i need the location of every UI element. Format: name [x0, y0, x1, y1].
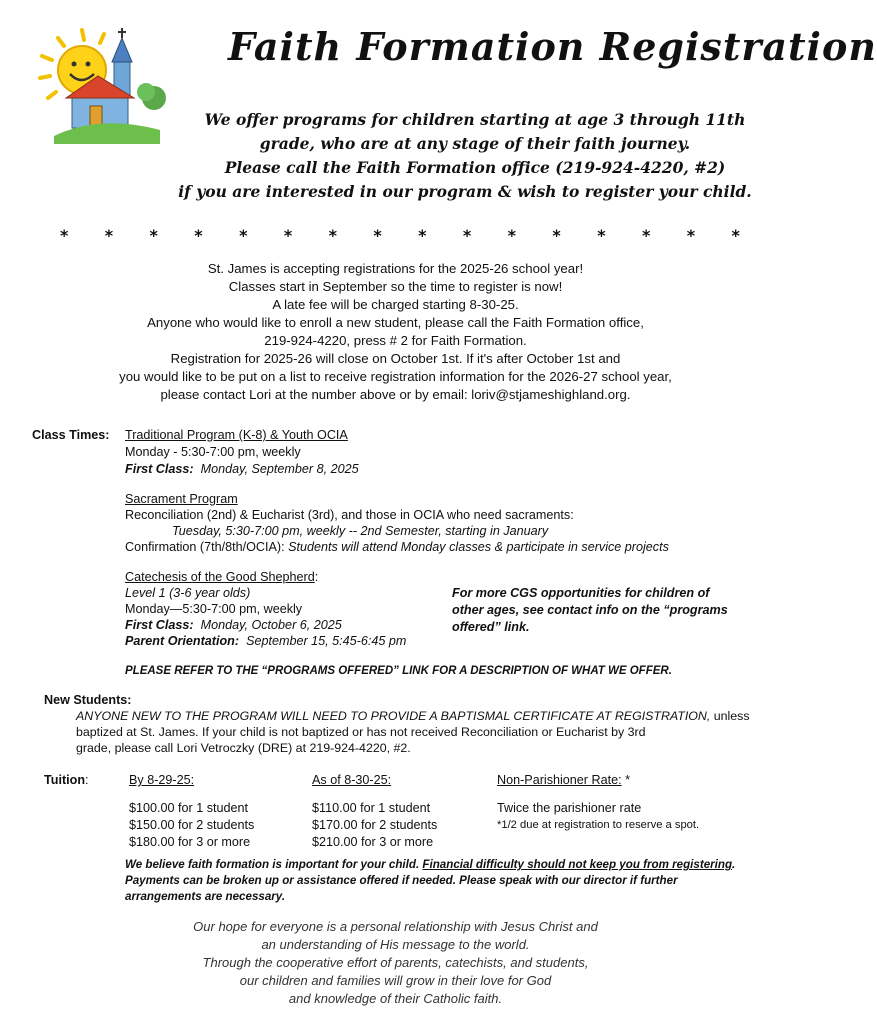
divider-star: * [194, 226, 203, 245]
financial-emphasis: Financial difficulty should not keep you from registering [422, 858, 733, 871]
tuition-footnote: *1/2 due at registration to reserve a spot. [497, 819, 700, 831]
mission-line: Through the cooperative effort of parents, catechists, and students, [202, 955, 589, 970]
cgs-side-note [452, 585, 728, 636]
cgs-first-class [125, 617, 342, 634]
tuition-rate: $180.00 for 3 or more [129, 835, 251, 849]
tuition-rate: $170.00 for 2 students [312, 818, 438, 832]
divider-star: * [552, 226, 561, 245]
financial-text: We believe faith formation is important for your child. [125, 858, 423, 871]
divider-star: * [239, 226, 248, 245]
divider-star: * [686, 226, 696, 245]
tuition-label: Tuition [44, 773, 86, 787]
intro-line: Please call the Faith Formation office (219-924-4220, #2) [224, 158, 726, 177]
traditional-schedule: Monday - 5:30-7:00 pm, weekly [125, 445, 301, 459]
side-note-line: other ages, see contact info on the “programs [452, 603, 728, 617]
divider-star: * [731, 226, 740, 245]
intro-line: grade, who are at any stage of their faith journey. [259, 134, 691, 153]
divider-star: * [149, 226, 158, 245]
tuition-rate: Twice the parishioner rate [497, 801, 642, 815]
first-class-label: First Class: [125, 462, 194, 476]
confirmation-label: Confirmation (7th/8th/OCIA): [125, 540, 289, 554]
sacrament-schedule: Tuesday, 5:30-7:00 pm, weekly -- 2nd Semester, starting in January [172, 524, 549, 538]
cgs-heading: Catechesis of the Good Shepherd [125, 570, 315, 584]
financial-line: arrangements are necessary. [125, 890, 286, 903]
mission-line: an understanding of His message to the world. [261, 937, 530, 952]
divider-star: * [462, 226, 472, 245]
cgs-heading-line [125, 569, 318, 586]
divider-star: * [373, 226, 382, 245]
first-class-date: Monday, October 6, 2025 [200, 618, 342, 632]
announcement-line: you would like to be put on a list to receive registration information for the 2026-27 school year, [119, 369, 672, 384]
mission-line: and knowledge of their Catholic faith. [288, 991, 503, 1006]
sacrament-line: Reconciliation (2nd) & Eucharist (3rd), and those in OCIA who need sacraments: [125, 508, 574, 522]
financial-line [125, 857, 735, 873]
traditional-first-class [125, 461, 359, 478]
divider-star: * [418, 226, 427, 245]
side-note-line: For more CGS opportunities for children of [452, 586, 710, 600]
financial-period: . [732, 858, 736, 871]
tuition-colon: : [85, 773, 89, 787]
tuition-rate: $100.00 for 1 student [129, 801, 249, 815]
financial-note [125, 857, 735, 905]
divider-star: * [104, 226, 114, 245]
announcement-line: 219-924-4220, press # 2 for Faith Formation. [264, 333, 527, 348]
tuition-rate: $150.00 for 2 students [129, 818, 255, 832]
tuition-rate: $210.00 for 3 or more [312, 835, 434, 849]
tuition-column-header: Non-Parishioner Rate: [497, 773, 622, 787]
mission-statement [0, 918, 791, 1008]
announcement-line: Anyone who would like to enroll a new student, please call the Faith Formation office, [147, 315, 644, 330]
tuition-column-header: As of 8-30-25: [312, 773, 392, 787]
programs-offered-note: PLEASE REFER TO THE “PROGRAMS OFFERED” LINK FOR A DESCRIPTION OF WHAT WE OFFER. [125, 665, 672, 677]
announcement-line: please contact Lori at the number above or by email: loriv@stjameshighland.org. [160, 387, 631, 402]
announcement-line: A late fee will be charged starting 8-30-25. [272, 297, 519, 312]
confirmation-line [125, 539, 669, 556]
announcement-line: Classes start in September so the time to register is now! [228, 279, 563, 294]
traditional-heading: Traditional Program (K-8) & Youth OCIA [125, 428, 348, 442]
divider-star: * [283, 226, 293, 245]
mission-line: Our hope for everyone is a personal relationship with Jesus Christ and [193, 919, 598, 934]
announcement-line: St. James is accepting registrations for the 2025-26 school year! [207, 261, 584, 276]
new-students-line: baptized at St. James. If your child is not baptized or has not received Reconciliation or Eucharist by 3rd [76, 725, 646, 739]
tuition-column-early [129, 772, 254, 851]
first-class-date: Monday, September 8, 2025 [200, 462, 359, 476]
new-students-label: New Students: [44, 693, 132, 707]
new-students-line: grade, please call Lori Vetroczky (DRE) at 219-924-4220, #2. [76, 741, 411, 755]
side-note-line: offered” link. [452, 620, 530, 634]
tuition-rate: $110.00 for 1 student [312, 801, 431, 815]
tuition-column-non-parishioner [497, 772, 699, 834]
cgs-schedule: Monday—5:30-7:00 pm, weekly [125, 602, 303, 616]
divider-star: * [507, 226, 517, 245]
new-students-line [76, 708, 750, 725]
tuition-column-header-line [497, 772, 699, 789]
class-times-label: Class Times: [32, 428, 110, 442]
sacrament-heading: Sacrament Program [125, 492, 238, 506]
orientation-date: September 15, 5:45-6:45 pm [246, 634, 407, 648]
new-students-unless: unless [710, 709, 750, 723]
tuition-column-header: By 8-29-25: [129, 773, 195, 787]
orientation-label: Parent Orientation: [125, 634, 240, 648]
star-divider [60, 226, 740, 245]
cgs-heading-colon: : [314, 570, 319, 584]
divider-star: * [60, 226, 69, 245]
mission-line: our children and families will grow in their love for God [239, 973, 552, 988]
intro-line: We offer programs for children starting at age 3 through 11th [204, 110, 746, 129]
intro-line: if you are interested in our program & wish to register your child. [178, 182, 752, 201]
divider-star: * [597, 226, 606, 245]
tuition-column-late [312, 772, 437, 851]
cgs-level: Level 1 (3-6 year olds) [125, 586, 251, 600]
first-class-label: First Class: [125, 618, 194, 632]
asterisk: * [621, 773, 631, 787]
announcement-block [0, 260, 791, 404]
financial-line: Payments can be broken up or assistance offered if needed. Please speak with our director if further [125, 874, 678, 887]
divider-star: * [641, 226, 651, 245]
tuition-label-line [44, 772, 89, 789]
confirmation-detail: Students will attend Monday classes & participate in service projects [288, 540, 669, 554]
divider-star: * [328, 226, 337, 245]
baptismal-requirement: ANYONE NEW TO THE PROGRAM WILL NEED TO PROVIDE A BAPTISMAL CERTIFICATE AT REGISTRATION, [76, 709, 711, 723]
announcement-line: Registration for 2025-26 will close on October 1st. If it's after October 1st and [170, 351, 621, 366]
cgs-orientation [125, 633, 406, 650]
page-title: Faith Formation Registration [228, 24, 877, 69]
